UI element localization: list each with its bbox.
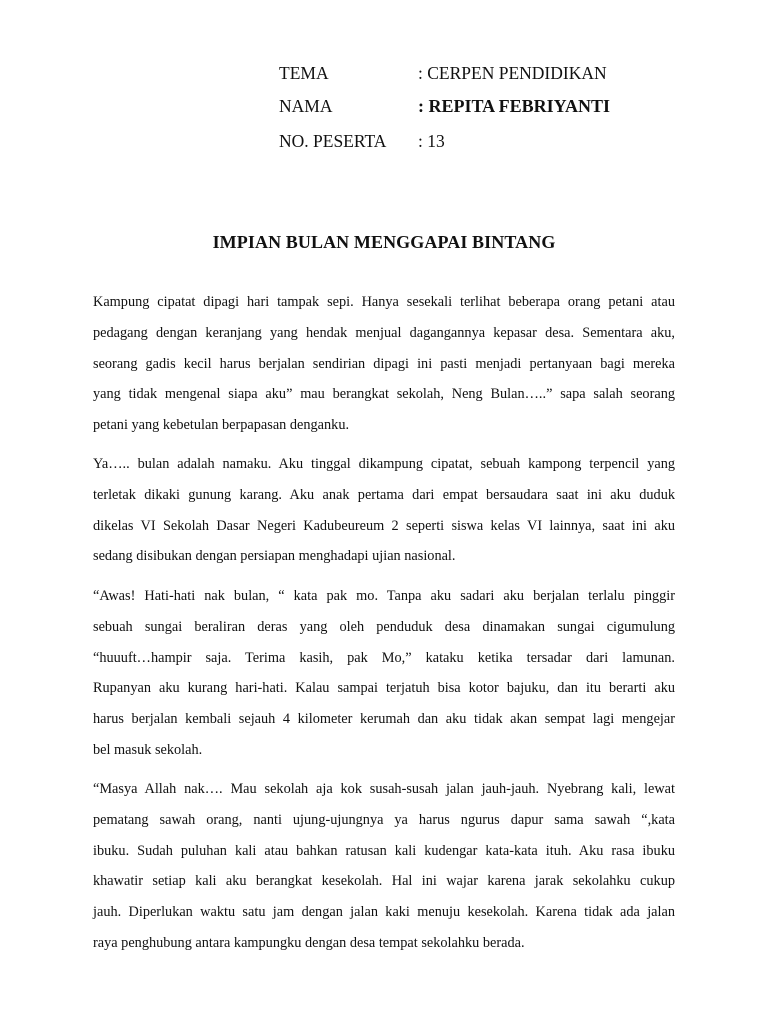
paragraph-line: Kampung cipatat dipagi hari tampak sepi. Hanya sesekali terlihat beberapa orang petani atau (93, 294, 675, 310)
paragraph-line: petani yang kebetulan berpapasan denganku. (93, 417, 350, 434)
meta-value-tema: : CERPEN PENDIDIKAN (418, 63, 607, 83)
paragraph-line: pedagang dengan keranjang yang hendak menjual dagangannya kepasar desa. Sementara aku, (93, 324, 675, 341)
paragraph-line: “Awas! Hati-hati nak bulan, “ kata pak mo. Tanpa aku sadari aku berjalan terlalu pinggir (93, 588, 675, 604)
paragraph-line: raya penghubung antara kampungku dengan desa tempat sekolahku berada. (93, 934, 525, 951)
paragraph-2 (93, 449, 675, 572)
meta-row-no-peserta (279, 129, 445, 153)
paragraph-line: “Masya Allah nak…. Mau sekolah aja kok susah-susah jalan jauh-jauh. Nyebrang kali, lewat (93, 781, 675, 797)
paragraph-line: dikelas VI Sekolah Dasar Negeri Kadubeureum 2 seperti siswa kelas VI lainnya, saat ini aku (93, 517, 675, 534)
meta-label-no-peserta: NO. PESERTA (279, 131, 387, 151)
meta-value-no-peserta: : 13 (418, 131, 445, 151)
paragraph-line: pematang sawah orang, nanti ujung-ujungnya ya harus ngurus dapur sama sawah “,kata (93, 811, 675, 828)
paragraph-line: ibuku. Sudah puluhan kali atau bahkan ratusan kali kudengar kata-kata ituh. Aku rasa ibuku (93, 842, 675, 859)
paragraph-4 (93, 774, 675, 959)
meta-label-tema: TEMA (279, 63, 329, 83)
paragraph-line: “huuuft…hampir saja. Terima kasih, pak Mo,” kataku ketika tersadar dari lamunan. (93, 649, 675, 666)
paragraph-1 (93, 287, 675, 441)
meta-row-tema (279, 61, 607, 85)
paragraph-line: seorang gadis kecil harus berjalan sendirian dipagi ini pasti menjadi pertanyaan bagi mereka (93, 355, 675, 372)
story-title: IMPIAN BULAN MENGGAPAI BINTANG (212, 232, 556, 252)
paragraph-line: sedang disibukan dengan persiapan menghadapi ujian nasional. (93, 548, 456, 565)
paragraph-3 (93, 581, 675, 766)
paragraph-line: bel masuk sekolah. (93, 741, 203, 758)
meta-label-nama: NAMA (279, 96, 333, 116)
paragraph-line: sebuah sungai beraliran deras yang oleh penduduk desa dinamakan sungai cigumulung (93, 618, 675, 635)
paragraph-line: Rupanyan aku kurang hari-hati. Kalau sampai terjatuh bisa kotor bajuku, dan itu berarti aku (93, 680, 675, 697)
meta-row-nama (279, 94, 610, 118)
paragraph-line: harus berjalan kembali sejauh 4 kilometer kerumah dan aku tidak akan sempat lagi mengejar (93, 711, 675, 728)
meta-value-nama: : REPITA FEBRIYANTI (418, 96, 611, 116)
paragraph-line: jauh. Diperlukan waktu satu jam dengan jalan kaki menuju kesekolah. Karena tidak ada jalan (93, 904, 675, 921)
paragraph-line: khawatir setiap kali aku berangkat kesekolah. Hal ini wajar karena jarak sekolahku cukup (93, 873, 675, 890)
paragraph-line: terletak dikaki gunung karang. Aku anak pertama dari empat bersaudara saat ini aku duduk (93, 486, 675, 503)
paragraph-line: yang tidak mengenal siapa aku” mau berangkat sekolah, Neng Bulan…..” sapa salah seorang (93, 386, 675, 403)
paragraph-line: Ya….. bulan adalah namaku. Aku tinggal dikampung cipatat, sebuah kampong terpencil yang (93, 456, 675, 472)
